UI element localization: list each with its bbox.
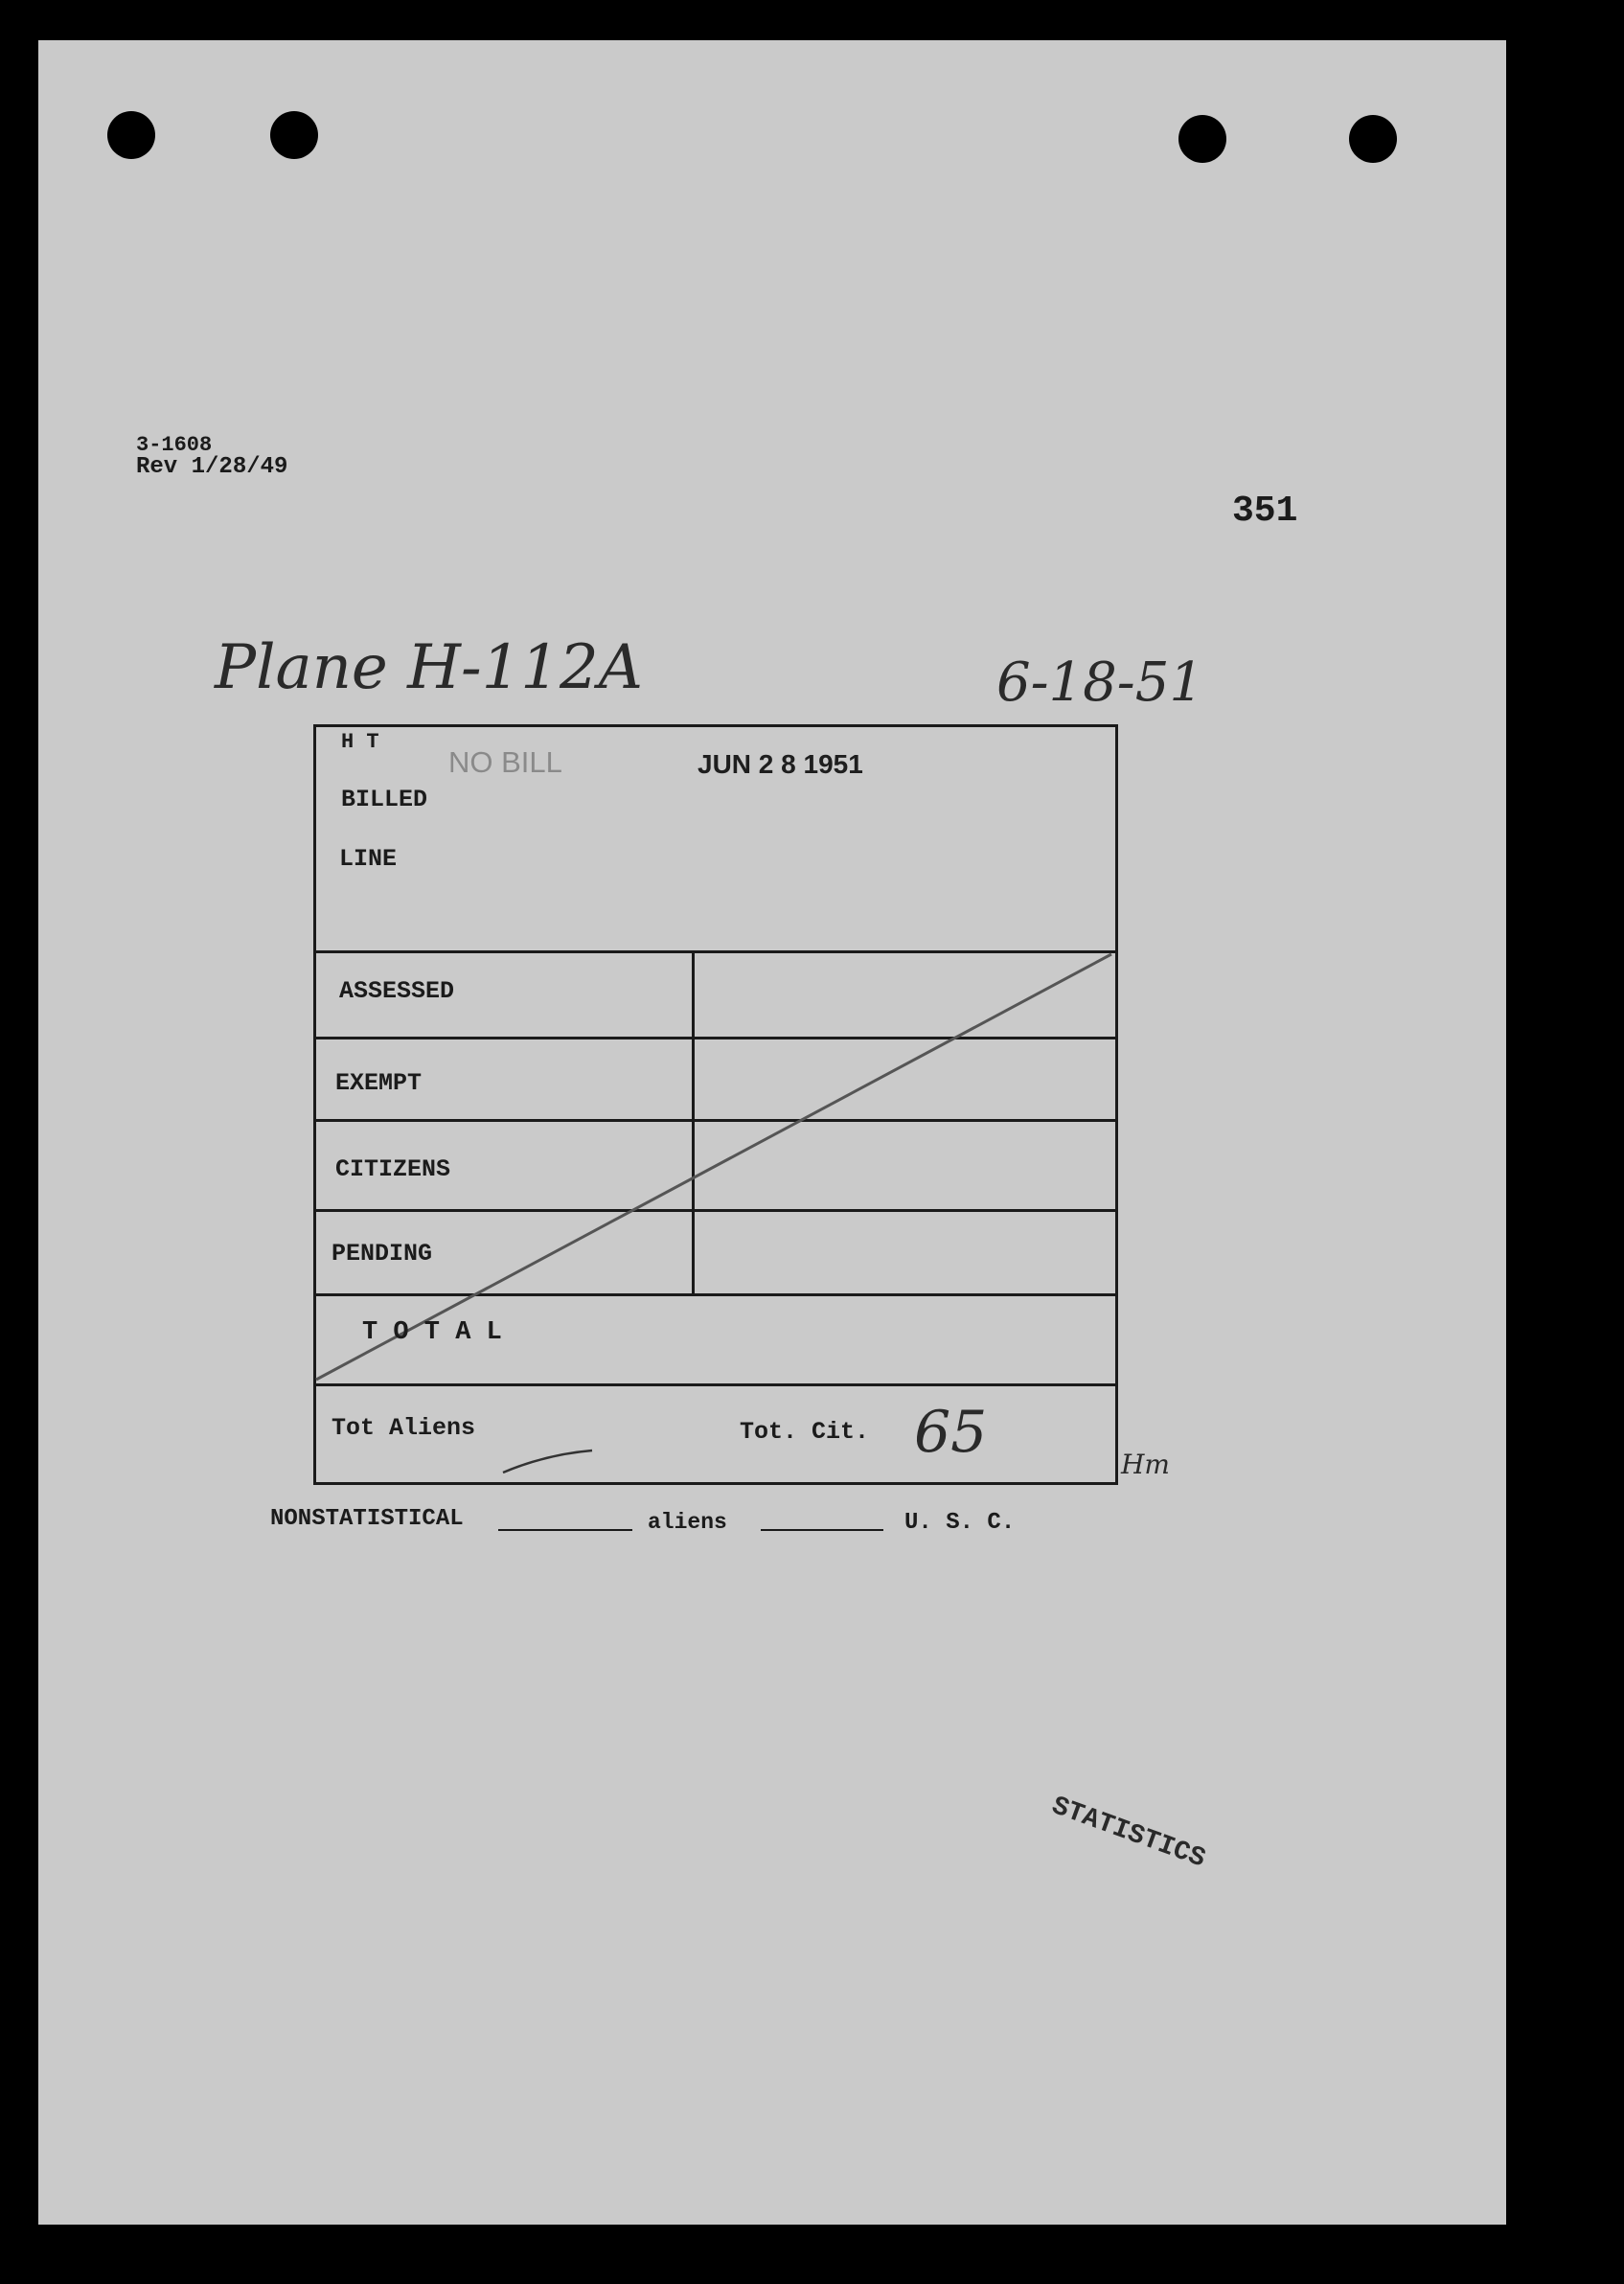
aliens-label: aliens <box>648 1510 727 1535</box>
tot-cit-label: Tot. Cit. <box>740 1418 870 1446</box>
handwritten-total-citizens: 65 <box>914 1399 988 1466</box>
handwritten-initials: Hm <box>1121 1449 1170 1480</box>
nonstatistical-label: NONSTATISTICAL <box>270 1506 464 1532</box>
pending-label: PENDING <box>332 1240 433 1268</box>
billed-label: BILLED <box>341 786 428 813</box>
line-label: LINE <box>339 845 398 873</box>
exempt-label: EXEMPT <box>335 1069 423 1097</box>
ht-label: H T <box>341 730 379 754</box>
form-number: 3-1608 <box>136 433 213 457</box>
total-label: T O T A L <box>362 1318 502 1347</box>
statistics-stamp: STATISTICS <box>1047 1792 1209 1875</box>
blank-line <box>498 1529 632 1531</box>
assessed-label: ASSESSED <box>339 977 455 1005</box>
handwritten-date: 6-18-51 <box>996 651 1203 714</box>
no-bill-stamp: NO BILL <box>448 745 562 779</box>
citizens-label: CITIZENS <box>335 1155 451 1183</box>
form-revision: Rev 1/28/49 <box>136 454 288 480</box>
blank-line <box>761 1529 883 1531</box>
tot-aliens-label: Tot Aliens <box>332 1414 476 1442</box>
usc-label: U. S. C. <box>904 1510 1016 1536</box>
received-date-stamp: JUN 2 8 1951 <box>698 749 863 779</box>
handwritten-plane: Plane H-112A <box>215 632 643 703</box>
page-number: 351 <box>1232 491 1298 532</box>
